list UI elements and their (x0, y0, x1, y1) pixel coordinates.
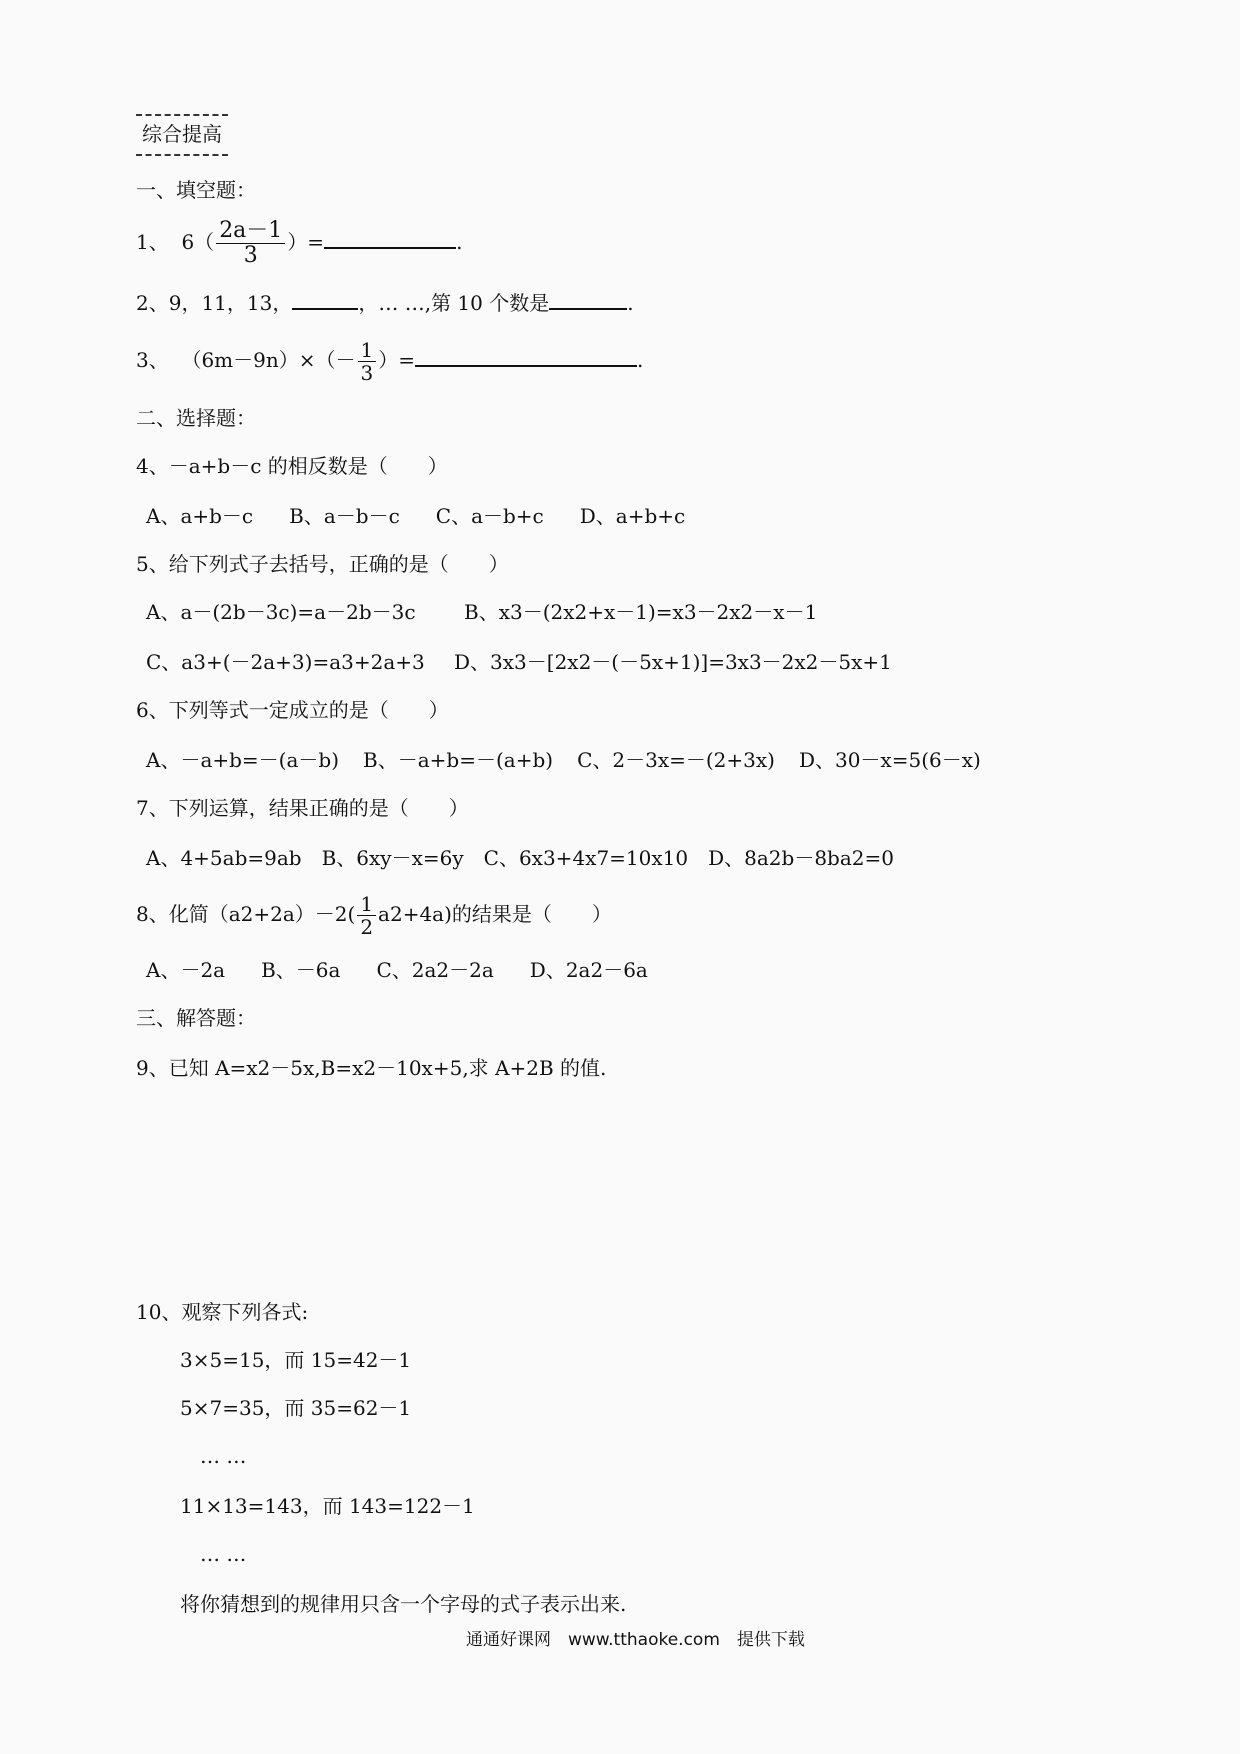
question-4-options (146, 502, 721, 530)
question-3: 3、 （6m－9n）×（－ $\frac{1}{3}$ ）= . (136, 338, 644, 385)
q4-option-a[interactable]: A、a+b－c (146, 504, 254, 528)
question-6-options (146, 746, 981, 774)
q8-option-a[interactable]: A、－2a (146, 958, 226, 982)
q10-line-3: 11×13=143，而 143=122－1 (180, 1494, 475, 1518)
question-6-stem: 6、下列等式一定成立的是（ ） (136, 698, 449, 722)
q2-answer-blank-1[interactable] (292, 288, 358, 310)
footer-credit: 通通好课网 www.tthaoke.com 提供下载 (466, 1630, 805, 1650)
q8-option-c[interactable]: C、2a2－2a (376, 958, 494, 982)
question-10-stem: 10、观察下列各式: (136, 1300, 309, 1324)
q10-line-1: 3×5=15，而 15=42－1 (180, 1348, 412, 1372)
q6-option-d[interactable]: D、30－x=5(6－x) (798, 748, 981, 772)
question-2: 2、9，11，13， ，… …,第 10 个数是 . (136, 288, 634, 317)
q10-ellipsis-2: … … (200, 1542, 247, 1566)
q3-fraction: $\frac{1}{3}$ (358, 339, 377, 384)
q5-option-a[interactable]: A、a－(2b－3c)=a－2b－3c (146, 600, 416, 624)
question-7-stem: 7、下列运算，结果正确的是（ ） (136, 796, 469, 820)
q4-option-b[interactable]: B、a－b－c (289, 504, 400, 528)
question-9: 9、已知 A=x2－5x,B=x2－10x+5,求 A+2B 的值. (136, 1056, 607, 1080)
section-title: 综合提高 (136, 114, 228, 156)
q5-option-d[interactable]: D、3x3－[2x2－(－5x+1)]=3x3－2x2－5x+1 (454, 650, 892, 674)
question-1: 1、 6（ $\frac{2a-1}{3}$ ）= . (136, 218, 463, 268)
q4-option-d[interactable]: D、a+b+c (579, 504, 686, 528)
question-8-stem: 8、化简（a2+2a）－2( $\frac{1}{2}$ a2+4a)的结果是（ ） (136, 892, 612, 939)
q1-answer-blank[interactable] (324, 227, 456, 249)
q6-option-c[interactable]: C、2－3x=－(2+3x) (577, 748, 775, 772)
q5-option-c[interactable]: C、a3+(－2a+3)=a3+2a+3 (146, 650, 425, 674)
q10-line-2: 5×7=35，而 35=62－1 (180, 1396, 412, 1420)
q6-option-b[interactable]: B、－a+b=－(a+b) (363, 748, 554, 772)
q7-option-a[interactable]: A、4+5ab=9ab (146, 846, 302, 870)
q1-fraction: $\frac{2a-1}{3}$ (216, 219, 285, 268)
q2-answer-blank-2[interactable] (549, 288, 627, 310)
q8-fraction: $\frac{1}{2}$ (357, 893, 376, 938)
question-5-stem: 5、给下列式子去括号，正确的是（ ） (136, 552, 509, 576)
q7-option-b[interactable]: B、6xy－x=6y (321, 846, 464, 870)
question-8-options (146, 956, 684, 984)
question-7-options (146, 844, 894, 872)
q10-ellipsis-1: … … (200, 1444, 247, 1468)
q10-conclusion: 将你猜想到的规律用只含一个字母的式子表示出来. (180, 1592, 627, 1616)
q8-option-d[interactable]: D、2a2－6a (529, 958, 648, 982)
q8-option-b[interactable]: B、－6a (261, 958, 341, 982)
section-multiple-choice: 二、选择题： (136, 406, 256, 430)
q7-option-c[interactable]: C、6x3+4x7=10x10 (483, 846, 689, 870)
q3-answer-blank[interactable] (415, 345, 637, 367)
section-problems: 三、解答题： (136, 1006, 256, 1030)
q6-option-a[interactable]: A、－a+b=－(a－b) (146, 748, 340, 772)
section-fill-blank: 一、填空题： (136, 178, 256, 202)
question-4-stem: 4、－a+b－c 的相反数是（ ） (136, 454, 448, 478)
q7-option-d[interactable]: D、8a2b－8ba2=0 (708, 846, 894, 870)
q5-option-b[interactable]: B、x3－(2x2+x－1)=x3－2x2－x－1 (464, 600, 818, 624)
q4-option-c[interactable]: C、a－b+c (435, 504, 544, 528)
